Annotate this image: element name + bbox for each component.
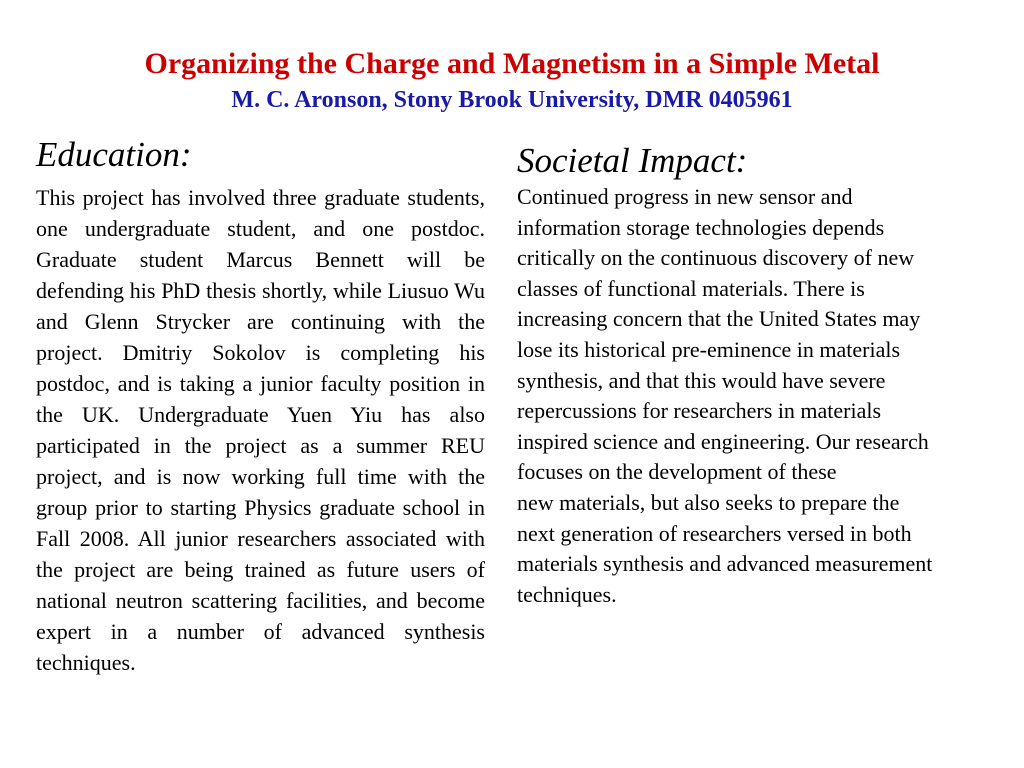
slide-subtitle: M. C. Aronson, Stony Brook University, DMR 0405961: [231, 87, 793, 113]
societal-impact-heading: Societal Impact:: [517, 141, 748, 180]
societal-impact-line: synthesis, and that this would have severe: [517, 367, 886, 393]
education-section: [36, 134, 485, 678]
education-heading: Education:: [36, 135, 192, 174]
societal-impact-line: lose its historical pre-eminence in materials: [517, 336, 901, 362]
societal-impact-line: focuses on the development of these: [517, 459, 837, 485]
societal-impact-line: classes of functional materials. There is: [517, 275, 865, 301]
societal-impact-line: repercussions for researchers in materials: [517, 398, 882, 424]
societal-impact-body: [517, 182, 1012, 610]
societal-impact-line: materials synthesis and advanced measurement: [517, 551, 933, 577]
societal-impact-line: inspired science and engineering. Our research: [517, 428, 929, 454]
societal-impact-line: Continued progress in new sensor and: [517, 184, 853, 209]
societal-impact-line: new materials, but also seeks to prepare the: [517, 489, 900, 515]
slide-title: Organizing the Charge and Magnetism in a Simple Metal: [144, 47, 880, 80]
societal-impact-line: information storage technologies depends: [517, 214, 885, 240]
societal-impact-line: increasing concern that the United States may: [517, 306, 921, 332]
societal-impact-line: critically on the continuous discovery of new: [517, 245, 915, 271]
societal-impact-line: next generation of researchers versed in both: [517, 520, 912, 546]
societal-impact-section: [517, 140, 1012, 610]
education-body: This project has involved three graduate students, one undergraduate student, and one postdoc. Graduate student Marcus Bennett will be defending his PhD thesis shortly, while Liusuo Wu and Glenn Strycker are continuing with the project. Dmitriy Sokolov is completing his postdoc, and is taking a junior faculty position in the UK. Undergraduate Yuen Yiu has also participated in the project as a summer REU project, and is now working full time with the group prior to starting Physics graduate school in Fall 2008. All junior researchers associated with the project are being trained as future users of national neutron scattering facilities, and become expert in a number of advanced synthesis techniques.: [36, 185, 485, 675]
societal-impact-line: techniques.: [517, 581, 617, 607]
